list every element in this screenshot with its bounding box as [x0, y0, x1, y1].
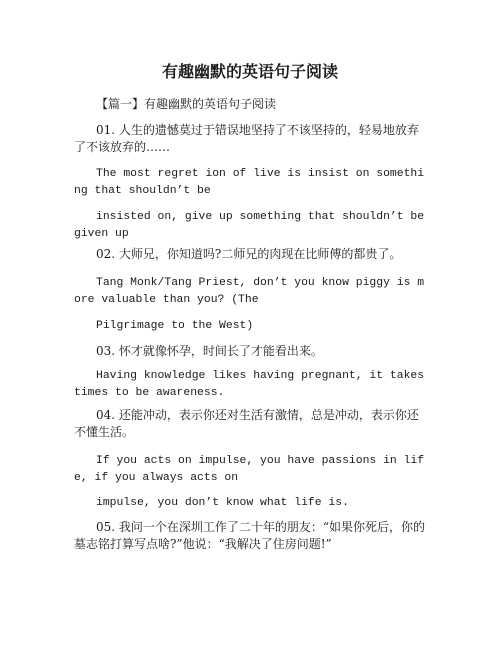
document-title: 有趣幽默的英语句子阅读 [161, 62, 338, 81]
paragraph-02-english-line-2: Pilgrimage to the West) [96, 320, 254, 332]
paragraph-01-english-line-2: insisted on, give up something that shouldn’t be given up [74, 211, 425, 240]
paragraph-02-english-line-1: Tang Monk/Tang Priest, don’t you know piggy is more valuable than you? (The [74, 277, 425, 306]
paragraph-03-english: Having knowledge likes having pregnant, it takes times to be awareness. [74, 370, 425, 399]
paragraph-05-chinese: 05. 我问一个在深圳工作了二十年的朋友：“如果你死后，你的墓志铭打算写点啥?”他说：“我解决了住房问题!” [74, 520, 426, 551]
paragraph-01-chinese: 01. 人生的遗憾莫过于错误地坚持了不该坚持的，轻易地放弃了不该放弃的…… [74, 123, 419, 154]
paragraph-04-chinese: 04. 还能冲动，表示你还对生活有激情，总是冲动，表示你还不懂生活。 [74, 408, 419, 439]
paragraph-04-english-line-2: impulse, you don’t know what life is. [96, 497, 349, 509]
paragraph-03-chinese: 03. 怀才就像怀孕，时间长了才能看出来。 [96, 344, 323, 358]
paragraph-02-chinese: 02. 大师兄，你知道吗?二师兄的肉现在比师傅的都贵了。 [96, 247, 402, 261]
section-heading: 【篇一】有趣幽默的英语句子阅读 [96, 97, 277, 111]
paragraph-01-english-line-1: The most regret ion of live is insist on something that shouldn’t be [74, 168, 425, 197]
paragraph-04-english-line-1: If you acts on impulse, you have passions in life, if you always acts on [74, 455, 425, 484]
